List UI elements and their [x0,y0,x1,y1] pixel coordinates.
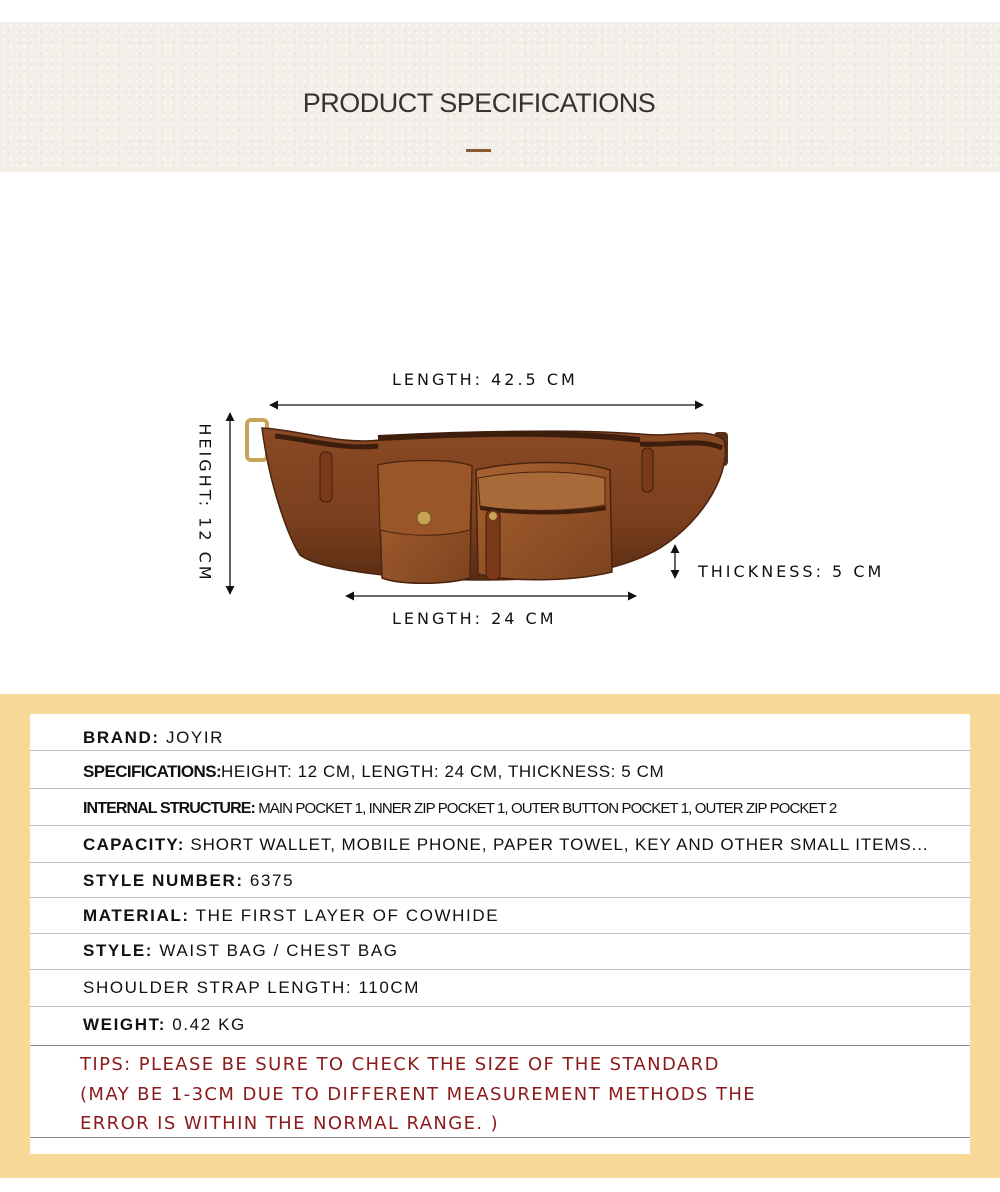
spec-value: SHOULDER STRAP LENGTH: 110CM [83,978,421,997]
spec-key: SPECIFICATIONS: [83,762,222,781]
spec-value: 0.42 KG [165,1015,246,1034]
spec-value: WAIST BAG / CHEST BAG [153,941,399,960]
spec-value: MAIN POCKET 1, INNER ZIP POCKET 1, OUTER BUTTON POCKET 1, OUTER ZIP POCKET 2 [254,800,837,817]
spec-row-style [30,934,970,970]
spec-row-brand [30,714,970,751]
spec-value: THE FIRST LAYER OF COWHIDE [189,906,500,925]
spec-key: INTERNAL STRUCTURE: [83,800,255,817]
bottom-length-label: LENGTH: 24 CM [392,609,557,628]
spec-value: 6375 [243,871,295,890]
spec-row-capacity [30,826,970,863]
spec-row-weight [30,1007,970,1045]
top-length-label: LENGTH: 42.5 CM [392,370,578,389]
spec-key: CAPACITY: [83,835,185,854]
spec-row-style-number [30,863,970,898]
spec-key: MATERIAL: [83,906,190,925]
tips-top-rule [30,1045,970,1046]
tips-line: (MAY BE 1-3CM DUE TO DIFFERENT MEASUREMENT METHODS THE [80,1083,757,1105]
tips-line: ERROR IS WITHIN THE NORMAL RANGE. ) [80,1113,500,1134]
waist-bag-image [247,420,728,583]
spec-key: WEIGHT: [83,1015,166,1034]
page-title: PRODUCT SPECIFICATIONS [302,88,656,118]
thickness-label: THICKNESS: 5 CM [698,562,885,581]
spec-row-internal-structure [30,789,970,826]
spec-key: STYLE NUMBER: [83,871,244,890]
spec-value: JOYIR [159,728,225,747]
tips-bottom-rule [30,1137,970,1138]
spec-row-material [30,898,970,934]
tips-note [80,1050,960,1139]
spec-value: SHORT WALLET, MOBILE PHONE, PAPER TOWEL, KEY AND OTHER SMALL ITEMS... [184,835,929,854]
spec-row-strap-length [30,970,970,1007]
height-label: HEIGHT: 12 CM [195,423,215,583]
spec-key: STYLE: [83,941,154,960]
tips-line: TIPS: PLEASE BE SURE TO CHECK THE SIZE OF THE STANDARD [80,1054,720,1075]
spec-row-specifications [30,751,970,789]
spec-value: HEIGHT: 12 CM, LENGTH: 24 CM, THICKNESS: 5 CM [221,762,665,781]
spec-key: BRAND: [83,728,160,747]
